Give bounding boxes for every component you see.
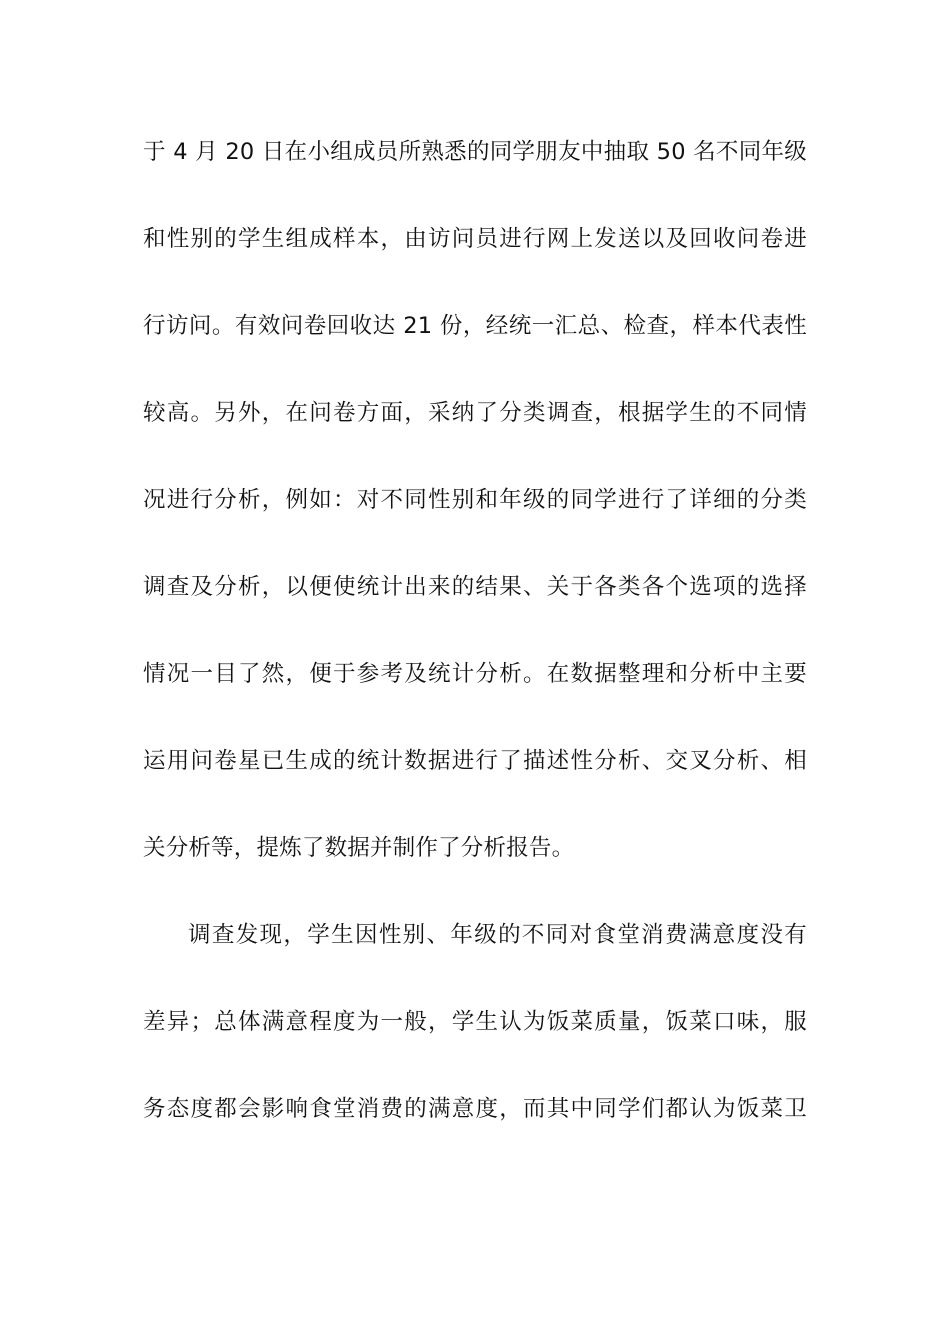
paragraph-1-line-8: 运用问卷星已生成的统计数据进行了描述性分析、交叉分析、相: [143, 748, 807, 774]
paragraph-1-line-5: 况进行分析，例如：对不同性别和年级的同学进行了详细的分类: [143, 487, 807, 513]
paragraph-1-line-3: 行访问。有效问卷回收达 21 份，经统一汇总、检查，样本代表性: [143, 313, 807, 339]
paragraph-1-line-2: 和性别的学生组成样本，由访问员进行网上发送以及回收问卷进: [143, 226, 807, 252]
paragraph-1-line-6: 调查及分析，以便使统计出来的结果、关于各类各个选项的选择: [143, 574, 807, 600]
paragraph-1-line-9: 关分析等，提炼了数据并制作了分析报告。: [143, 835, 575, 861]
paragraph-2-line-2: 差异；总体满意程度为一般，学生认为饭菜质量，饭菜口味，服: [143, 1009, 807, 1035]
paragraph-2-line-1: 调查发现，学生因性别、年级的不同对食堂消费满意度没有: [188, 922, 807, 948]
paragraph-1-line-7: 情况一目了然，便于参考及统计分析。在数据整理和分析中主要: [143, 661, 807, 687]
paragraph-2-line-3: 务态度都会影响食堂消费的满意度，而其中同学们都认为饭菜卫: [143, 1096, 807, 1122]
paragraph-1-line-4: 较高。另外，在问卷方面，采纳了分类调查，根据学生的不同情: [143, 400, 807, 426]
paragraph-1-line-1: 于 4 月 20 日在小组成员所熟悉的同学朋友中抽取 50 名不同年级: [143, 139, 807, 165]
